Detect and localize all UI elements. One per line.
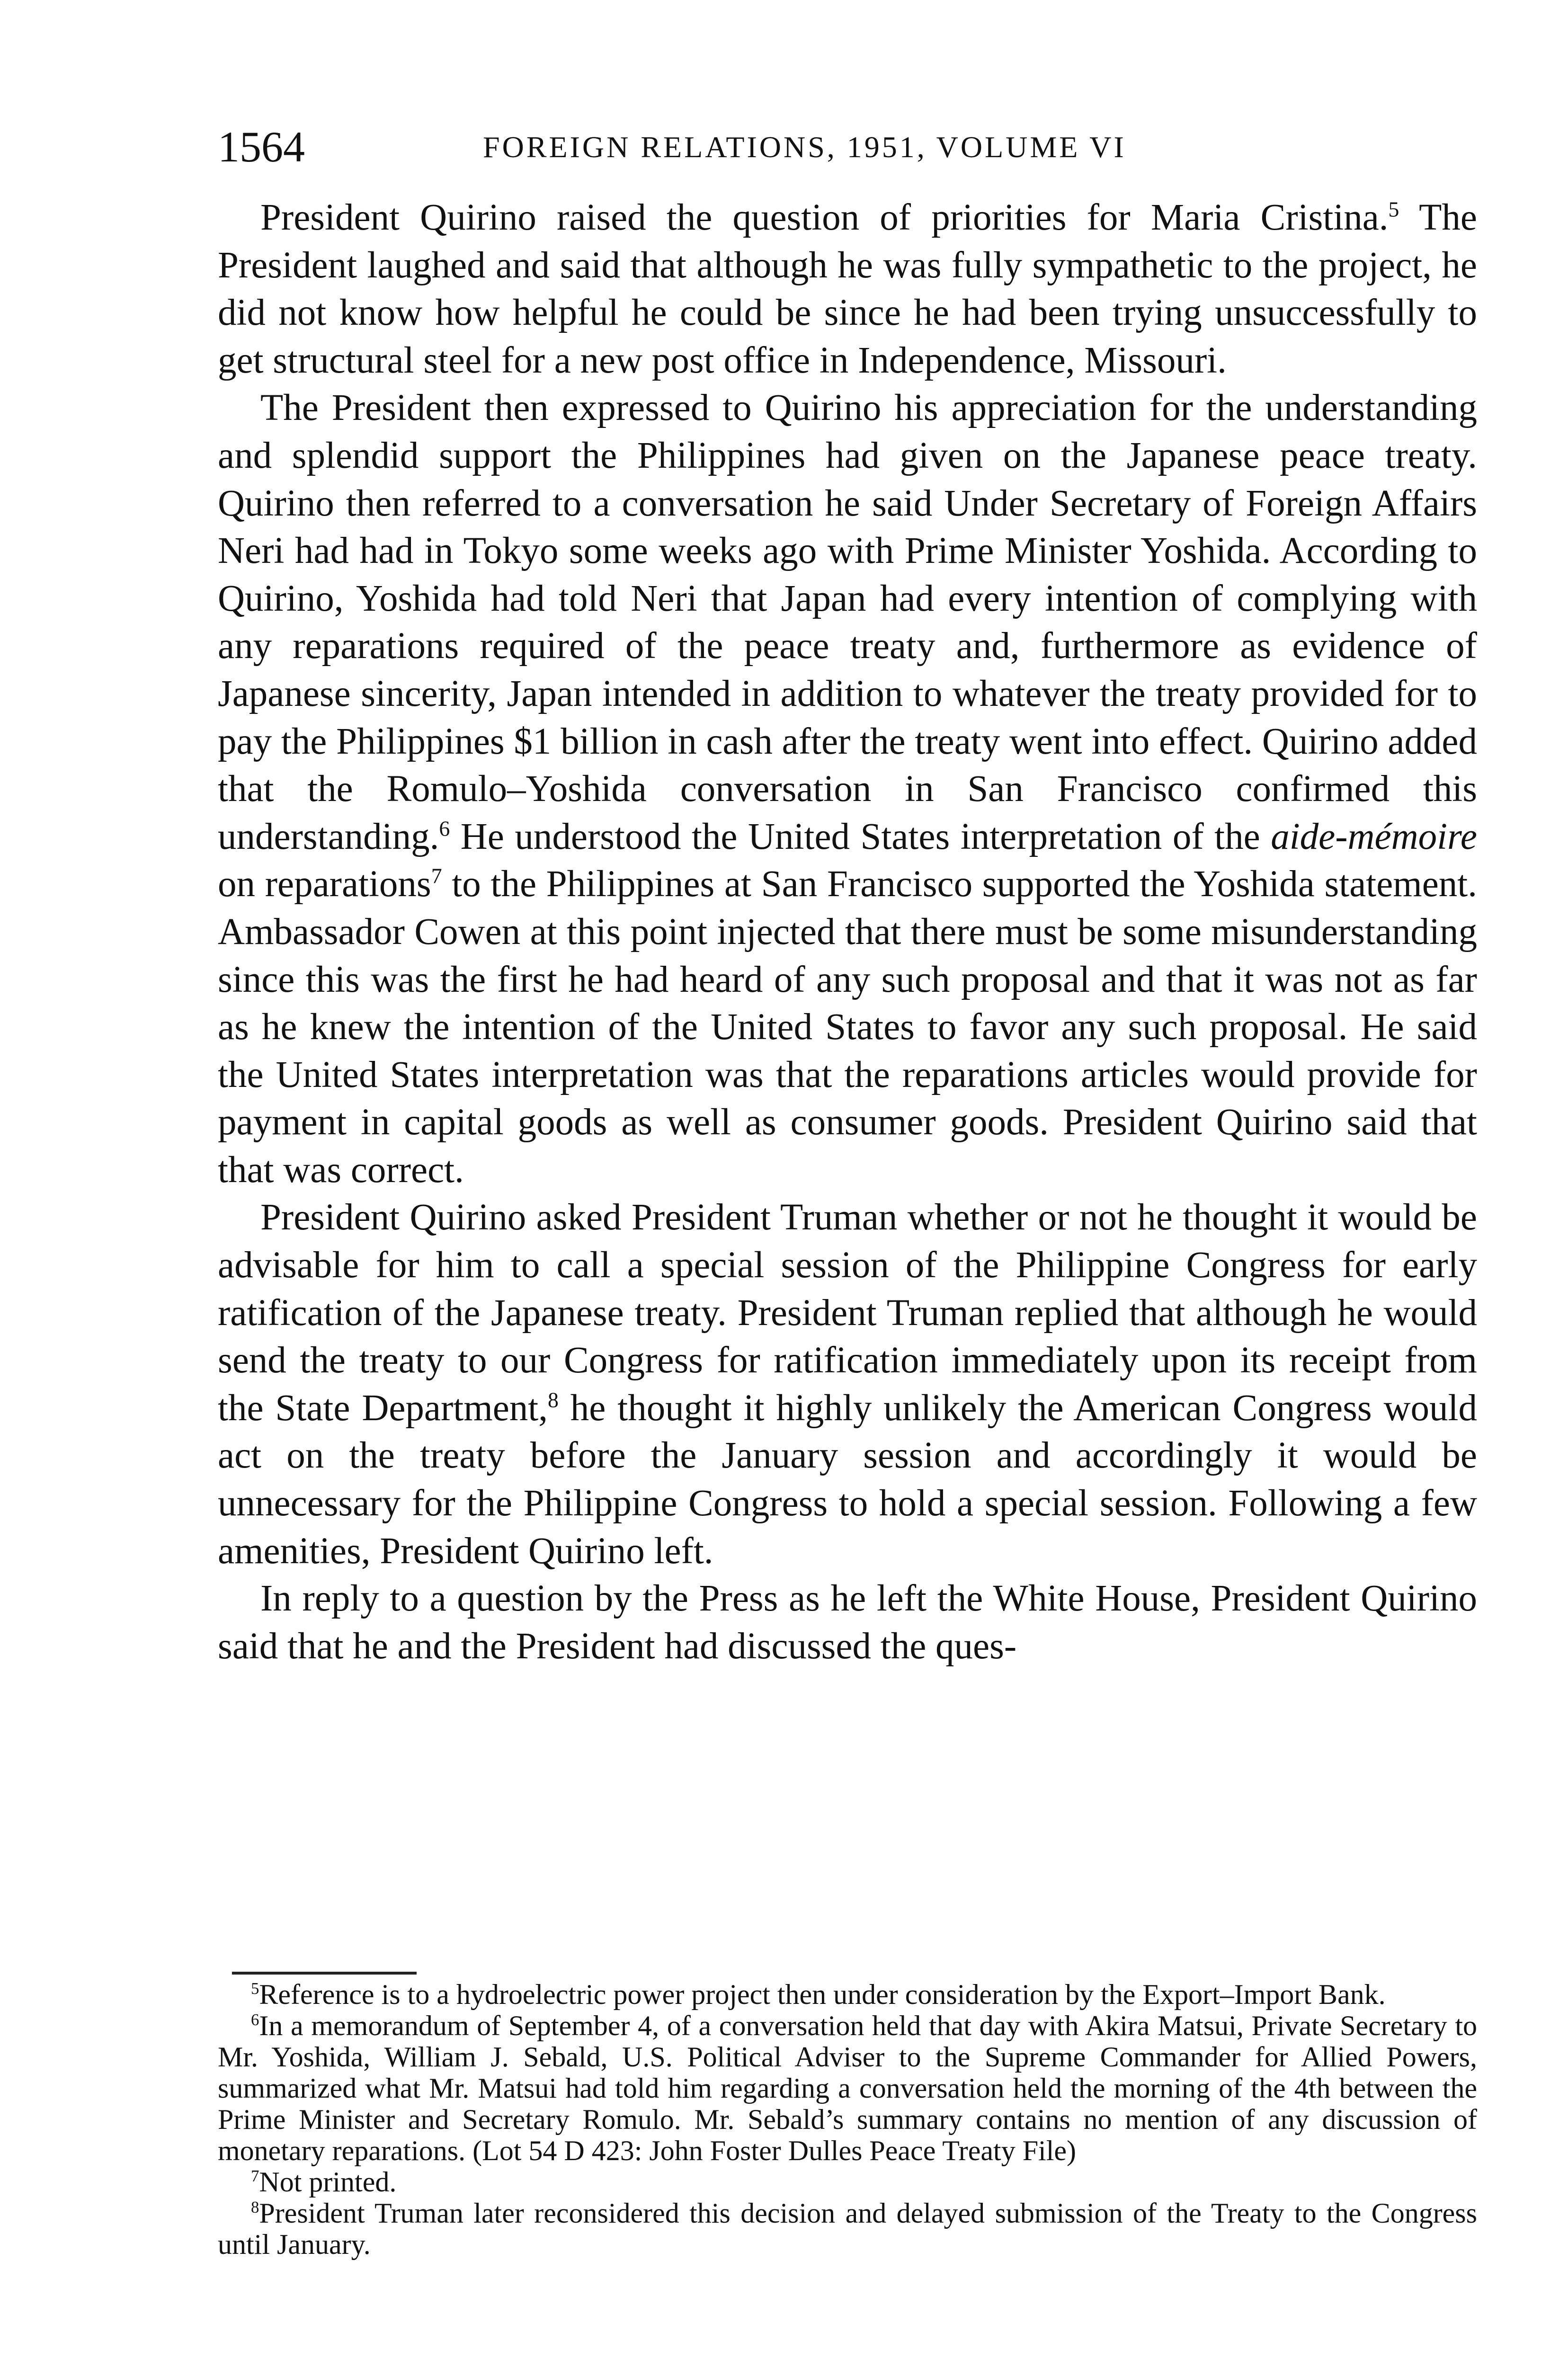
footnote-ref-8: 8 bbox=[547, 1388, 559, 1412]
footnote-text: President Truman later reconsidered this decision and delayed submission of the Treaty to the Congress until January. bbox=[218, 2198, 1477, 2260]
footnote-8 bbox=[218, 2198, 1477, 2260]
footnote-7 bbox=[218, 2166, 1477, 2198]
body-text bbox=[218, 194, 1477, 1670]
paragraph-2-text-a: The President then expressed to Quirino his appreciation for the understanding and splendid support the Philippines had given on the Japanese peace treaty. Quirino then referred to a conversation he said Under Secretary of Foreign Affairs Neri had had in Tokyo some weeks ago with Prime Minister Yoshida. According to Quirino, Yoshida had told Neri that Japan had every intention of complying with any reparations required of the peace treaty and, furthermore as evidence of Japanese sincerity, Japan intended in addition to whatever the treaty provided for to pay the Philippines $1 billion in cash after the treaty went into effect. Quirino added that the Romulo–Yoshida conversation in San Francisco confirmed this understanding. bbox=[218, 387, 1477, 857]
paragraph-1-text-b: The President laughed and said that although he was fully sympathetic to the project, he did not know how helpful he could be since he had been trying unsuccessfully to get structural steel for a new post office in Independence, Missouri. bbox=[218, 197, 1477, 381]
paragraph-2-text-d: to the Philippines at San Francisco supported the Yoshida statement. Ambassador Cowen at this point injected that there must be some misunderstanding since this was the first he had heard of any such proposal and that it was not as far as he knew the intention of the United States to favor any such proposal. He said the United States interpretation was that the reparations articles would provide for payment in capital goods as well as consumer goods. President Quirino said that that was correct. bbox=[218, 863, 1478, 1191]
paragraph-3 bbox=[218, 1194, 1477, 1575]
footnote-ref-5: 5 bbox=[1388, 197, 1399, 222]
page-header bbox=[218, 121, 1477, 173]
footnote-number: 7 bbox=[251, 2167, 259, 2185]
paragraph-4-text-a: In reply to a question by the Press as he left the White House, President Quirino said that he and the President had discussed the ques- bbox=[218, 1578, 1477, 1667]
paragraph-4 bbox=[218, 1575, 1477, 1670]
footnote-divider bbox=[232, 1972, 417, 1975]
footnote-number: 8 bbox=[251, 2198, 259, 2216]
paragraph-3-text-b: he thought it highly unlikely the American Congress would act on the treaty before the January session and accordingly it would be unnecessary for the Philippine Congress to hold a special session. Following a few amenities, President Quirino left. bbox=[218, 1387, 1477, 1572]
footnote-5 bbox=[218, 1979, 1477, 2010]
footnote-number: 6 bbox=[251, 2011, 259, 2029]
footnote-ref-6: 6 bbox=[439, 816, 450, 841]
page-number: 1564 bbox=[218, 123, 305, 171]
paragraph-3-text-a: President Quirino asked President Truman whether or not he thought it would be advisable for him to call a special session of the Philippine Congress for early ratification of the Japanese treaty. President Truman replied that although he would send the treaty to our Congress for ratification immediately upon its receipt from the State Department, bbox=[218, 1197, 1477, 1429]
paragraph-1 bbox=[218, 194, 1477, 384]
running-head: FOREIGN RELATIONS, 1951, VOLUME VI bbox=[483, 130, 1126, 164]
paragraph-1-text-a: President Quirino raised the question of priorities for Maria Cristina. bbox=[260, 197, 1389, 238]
footnote-6 bbox=[218, 2010, 1477, 2166]
footnote-number: 5 bbox=[251, 1979, 259, 1998]
footnote-text: In a memorandum of September 4, of a conversation held that day with Akira Matsui, Private Secretary to Mr. Yoshida, William J. Sebald, U.S. Political Adviser to the Supreme Commander for Allied Powers, summarized what Mr. Matsui had told him regarding a conversation held the morning of the 4th between the Prime Minister and Secretary Romulo. Mr. Sebald’s summary contains no mention of any discussion of monetary reparations. (Lot 54 D 423: John Foster Dulles Peace Treaty File) bbox=[218, 2010, 1477, 2166]
footnote-text: Reference is to a hydroelectric power project then under consideration by the Export–Import Bank. bbox=[259, 1979, 1386, 2010]
paragraph-2-text-b: He understood the United States interpretation of the bbox=[450, 816, 1271, 857]
paragraph-2 bbox=[218, 384, 1477, 1194]
aide-memoire-term: aide-mémoire bbox=[1271, 816, 1477, 857]
footnote-ref-7: 7 bbox=[431, 863, 442, 888]
footnotes bbox=[218, 1979, 1477, 2260]
paragraph-2-text-c: on reparations bbox=[218, 863, 431, 905]
footnote-text: Not printed. bbox=[259, 2166, 397, 2198]
